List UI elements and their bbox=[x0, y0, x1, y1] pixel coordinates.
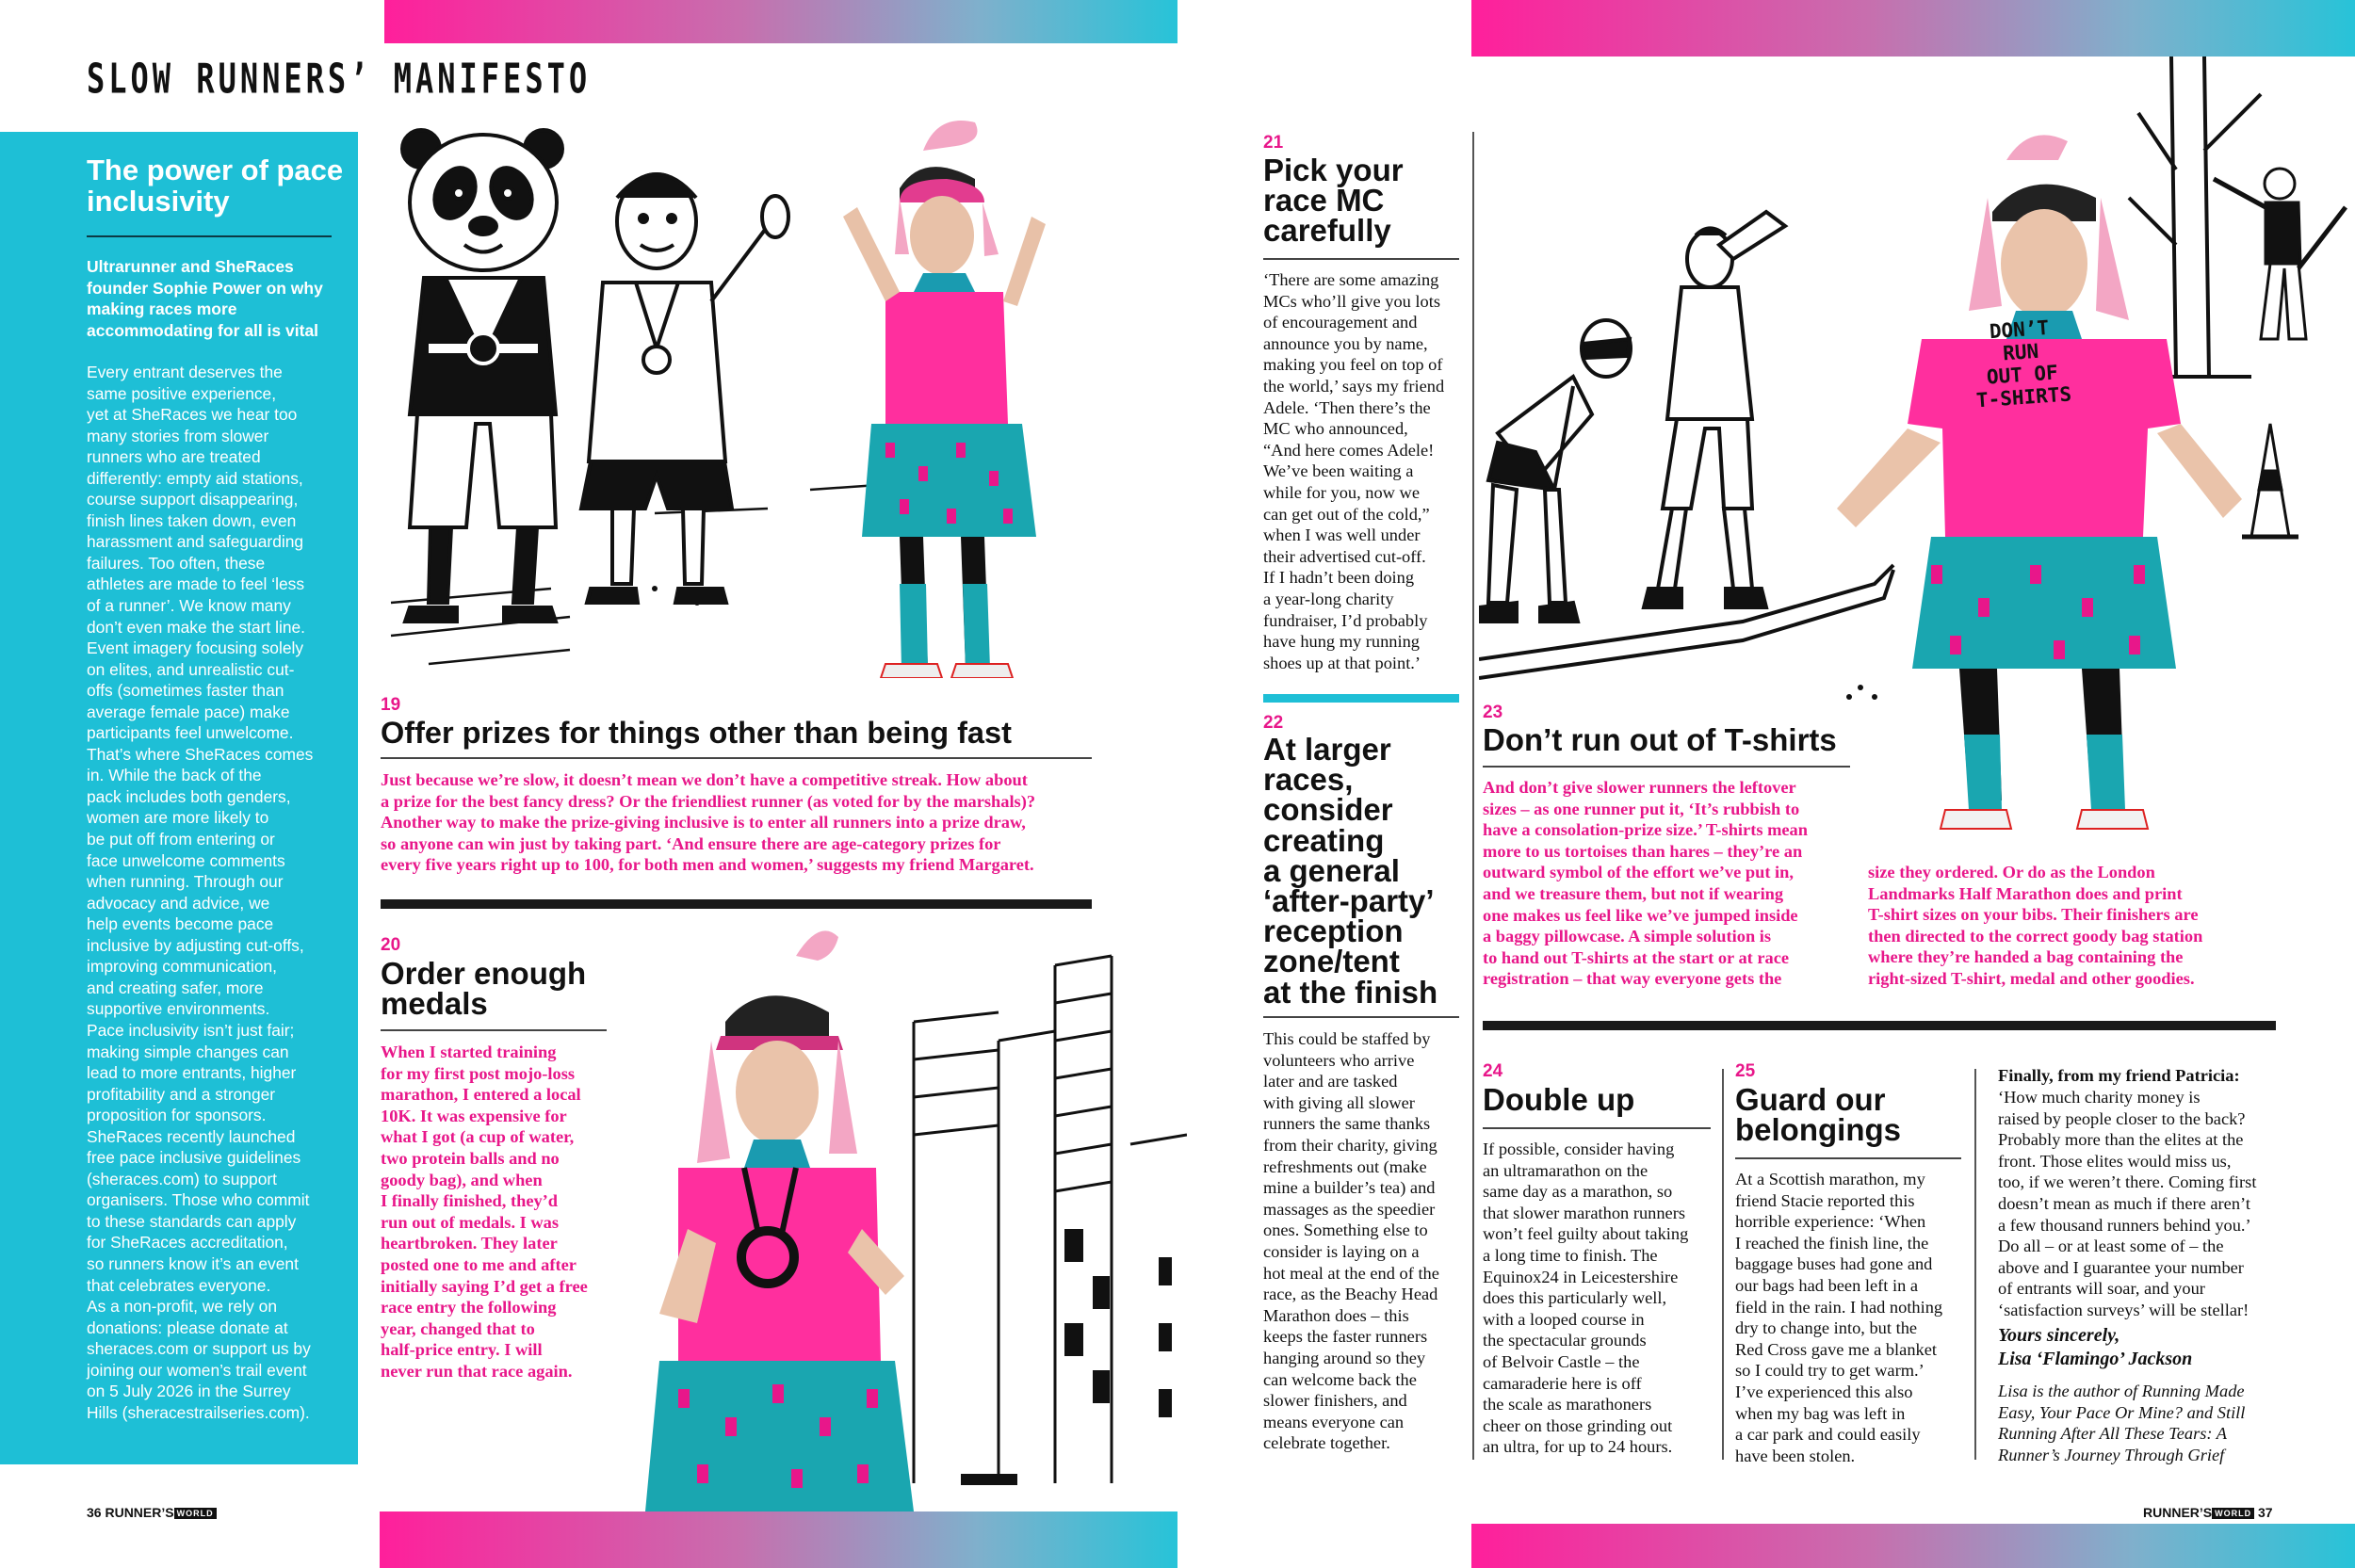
folio-right-page: 37 bbox=[2258, 1505, 2273, 1520]
item-21-title-line2: race MC bbox=[1263, 183, 1385, 218]
runner-drinking bbox=[1644, 212, 1785, 607]
closing-body: ‘How much charity money is raised by people closer to the back? Probably more than the elites at the front. Those elites would miss us, too, if we weren’t there. Coming first doesn’t mean as much if there aren’t a few thousand runners behind you.’ Do all – or at least some of – the above and I guarantee your number of entrants will soar, and your ‘satisfaction surveys’ will be stellar! bbox=[1998, 1088, 2257, 1319]
item-20-title-line1: Order enough bbox=[381, 956, 587, 991]
item-20-rule bbox=[381, 1029, 607, 1031]
illustration-panda-runners bbox=[372, 113, 1088, 678]
folio-right-brand: RUNNER’S bbox=[2143, 1505, 2213, 1520]
item-22-number: 22 bbox=[1263, 713, 1284, 733]
item-24-top-bar bbox=[1483, 1021, 2276, 1030]
item-20-title-line2: medals bbox=[381, 986, 488, 1021]
sidebar-title: The power of pace inclusivity bbox=[87, 154, 344, 218]
item-19-rule bbox=[381, 757, 1092, 759]
closing-lead: Finally, from my friend Patricia: bbox=[1998, 1066, 2240, 1085]
folio-right-brand-box: WORLD bbox=[2212, 1508, 2254, 1519]
item-20-number: 20 bbox=[381, 935, 401, 955]
item-21-title-line3: carefully bbox=[1263, 213, 1391, 248]
item-23-body-b: size they ordered. Or do as the London Landmarks Half Marathon does and print T-shirt sizes on your bibs. Their finishers are then directed to the correct goody bag station where they’re handed a bag containing the right-sized T-shirt, medal and other goodies. bbox=[1868, 863, 2203, 988]
sidebar-title-rule bbox=[87, 235, 332, 237]
sidebar-deck: Ultrarunner and SheRaces founder Sophie Power on why making races more accommodating for all is vital bbox=[87, 257, 323, 340]
item-21-body: ‘There are some amazing MCs who’ll give you lots of encouragement and announce you by name, making you feel on top of the world,’ says my friend Adele. ‘Then there’s the MC who announced, “And here comes Adele! We’ve been waiting a while for you, now we can get out of the cold,” when I was well under their advertised cut-off. If I hadn’t been doing a year-long charity fundraiser, I’d probably have hung my running shoes up at that point.’ bbox=[1263, 270, 1445, 672]
item-23-rule bbox=[1483, 766, 1850, 768]
item-23-title: Don’t run out of T-shirts bbox=[1483, 722, 1837, 757]
top-gradient-bar-left bbox=[384, 0, 1178, 43]
folio-left-brand: RUNNER’S bbox=[105, 1505, 174, 1520]
closing-author-bio: Lisa is the author of Running Made Easy, Your Pace Or Mine? and Still Running After All These Tears: A Runner’s Journey Through Grief bbox=[1998, 1382, 2246, 1464]
folio-left bbox=[87, 1505, 217, 1520]
item-23-body-a: And don’t give slower runners the leftover sizes – as one runner put it, ‘It’s rubbish to have a consolation-prize size.’ T-shirts mean more to us tortoises than hares – they’re an outward symbol of the effort we’ve put in, and we treasure them, but not if wearing one makes us feel like we’ve jumped inside a baggy pillowcase. A simple solution is to hand out T-shirts at the start or at race registration – that way everyone gets the bbox=[1483, 778, 1808, 989]
sidebar-body: Every entrant deserves the same positive experience, yet at SheRaces we hear too many stories from slower runners who are treated differently: empty aid stations, course support disappearing, finish lines taken down, even harassment and safeguarding failures. Too often, these athletes are made to feel ‘less of a runner’. We know many don’t even make the start line. Event imagery focusing solely on elites, and unrealistic cut- offs (sometimes faster than average female pace) make participants feel unwelcome. That’s where SheRaces comes in. While the back of the pack includes both genders, women are more likely to be put off from entering or face unwelcome comments when running. Through our advocacy and advice, we help events become pace inclusive by adjusting cut-offs, improving communication, and creating safer, more supportive environments. Pace inclusivity isn’t just fair; making simple changes can lead to more entrants, higher profitability and a stronger proposition for sponsors. SheRaces recently launched free pace inclusive guidelines (sheraces.com) to support organisers. Those who commit to these standards can apply for SheRaces accreditation, so runners know it’s an event that celebrates everyone. As a non-profit, we rely on donations: please donate at sheraces.com or support us by joining our women’s trail event on 5 July 2026 in the Surrey Hills (sheracestrailseries.com). bbox=[87, 363, 314, 1422]
folio-right bbox=[2143, 1505, 2273, 1520]
woman-flamingo-hat-photo bbox=[843, 121, 1046, 678]
illustration-woman-medal-buildings bbox=[603, 918, 1187, 1511]
closing-sign-line1: Yours sincerely, bbox=[1998, 1325, 2120, 1346]
traffic-cone bbox=[2242, 424, 2298, 537]
item-22-body: This could be staffed by volunteers who arrive later and are tasked with giving all slower runners the same thanks from their charity, giving refreshments out (make mine a builder’s tea) and massages as the speedier ones. Something else to consider is laying on a hot meal at the end of the race, as the Beachy Head Marathon does – this keeps the faster runners hanging around so they can welcome back the slower finishers, and means everyone can celebrate together. bbox=[1263, 1029, 1439, 1453]
runner-bending bbox=[1479, 320, 1631, 622]
item-24-body: If possible, consider having an ultramarathon on the same day as a marathon, so that slower marathon runners won’t feel guilty about taking a long time to finish. The Equinox24 in Leicestershire does this particularly well, with a looped course in the spectacular grounds of Belvoir Castle – the camaraderie here is off the scale as marathoners cheer on those grinding out an ultra, for up to 24 hours. bbox=[1483, 1140, 1689, 1457]
cartoon-man-medal bbox=[581, 174, 788, 603]
column-divider-25-closing bbox=[1974, 1069, 1976, 1460]
item-25-title-line1: Guard our bbox=[1735, 1082, 1886, 1117]
top-gradient-bar-right bbox=[1471, 0, 2355, 57]
tshirt-slogan: DON’T RUN OUT OF T-SHIRTS bbox=[1975, 315, 2072, 412]
item-25-number: 25 bbox=[1735, 1061, 1756, 1081]
sidebar-panel bbox=[0, 132, 358, 1464]
item-19-body: Just because we’re slow, it doesn’t mean we don’t have a competitive streak. How about a prize for the best fancy dress? Or the friendliest runner (as voted for by the marshals)? Another way to make the prize-giving inclusive is to enter all runners into a prize draw, so anyone can win just by taking part. ‘And ensure there are age-category prizes for every five years right up to 100, for both men and women,’ suggests my friend Margaret. bbox=[381, 770, 1036, 875]
folio-left-page: 36 bbox=[87, 1505, 102, 1520]
bottom-gradient-bar-left bbox=[380, 1511, 1178, 1568]
panda-figure bbox=[402, 130, 562, 622]
item-25-body: At a Scottish marathon, my friend Stacie reported this horrible experience: ‘When I reached the finish line, the baggage buses had gone and our bags had been left in a field in the rain. I had nothing dry to change into, but the Red Cross gave me a blanket so I could try to get warm.’ I’ve experienced this also when my bag was left in a car park and could easily have been stolen. bbox=[1735, 1170, 1943, 1465]
item-23-number: 23 bbox=[1483, 703, 1503, 722]
item-20-body: When I started training for my first post mojo-loss marathon, I entered a local 10K. It was expensive for what I got (a cup of water, two protein balls and no goody bag), and when I finally finished, they’d run out of medals. I was heartbroken. They later posted one to me and after initially saying I’d get a free race entry the following year, changed that to half-price entry. I will never run that race again. bbox=[381, 1043, 588, 1381]
item-24-rule bbox=[1483, 1127, 1711, 1129]
item-22-top-bar bbox=[1263, 694, 1459, 703]
column-divider-24-25 bbox=[1722, 1069, 1724, 1460]
item-25-title-line2: belongings bbox=[1735, 1112, 1901, 1147]
item-21-rule bbox=[1263, 258, 1459, 260]
item-24-title: Double up bbox=[1483, 1082, 1635, 1117]
item-19-number: 19 bbox=[381, 695, 401, 715]
woman-medal-photo bbox=[645, 930, 914, 1511]
item-21-title-line1: Pick your bbox=[1263, 153, 1404, 187]
item-24-number: 24 bbox=[1483, 1061, 1503, 1081]
item-25-rule bbox=[1735, 1157, 1961, 1159]
folio-left-brand-box: WORLD bbox=[174, 1508, 217, 1519]
illustration-runners-tshirt bbox=[1479, 57, 2355, 885]
item-19-title: Offer prizes for things other than being fast bbox=[381, 716, 1012, 750]
woman-tshirt-photo bbox=[1837, 135, 2242, 829]
runner-stretching bbox=[2214, 169, 2346, 339]
item-21-number: 21 bbox=[1263, 133, 1284, 153]
item-22-rule bbox=[1263, 1016, 1459, 1018]
column-divider bbox=[1472, 132, 1474, 1460]
masthead: SLOW RUNNERS’ MANIFESTO bbox=[87, 55, 592, 104]
bottom-gradient-bar-right bbox=[1471, 1524, 2355, 1568]
item-19-bottom-bar bbox=[381, 899, 1092, 909]
item-22-title: At larger races, consider creating a general ‘after-party’ reception zone/tent at the finish bbox=[1263, 732, 1438, 1010]
closing-sign-line2: Lisa ‘Flamingo’ Jackson bbox=[1998, 1349, 2193, 1369]
